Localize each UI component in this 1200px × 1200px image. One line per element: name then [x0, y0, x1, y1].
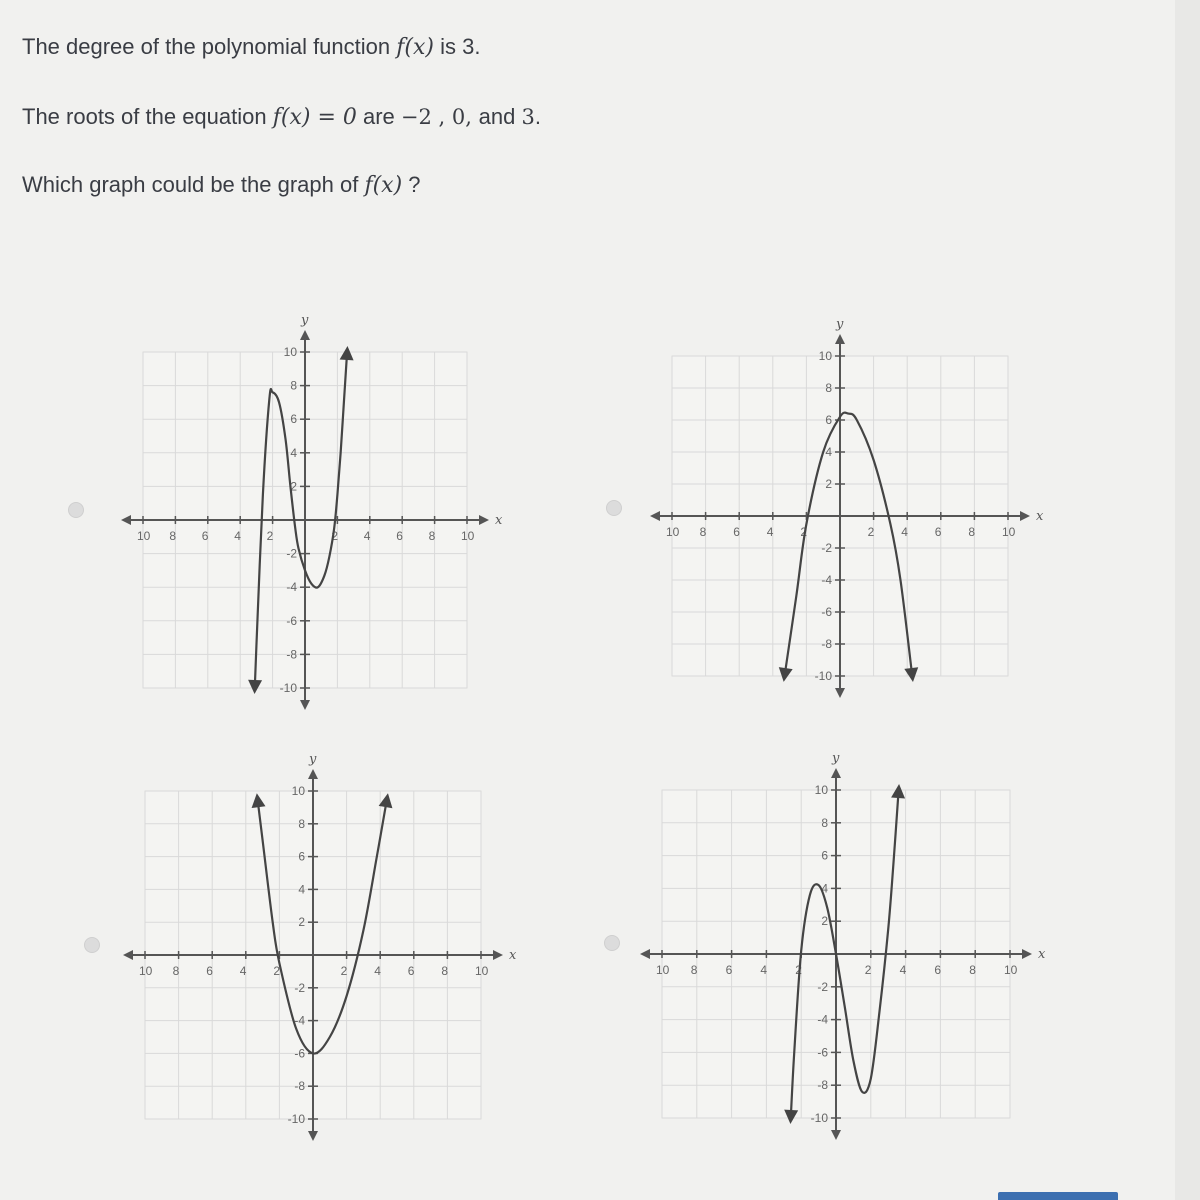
question-text: The roots of the equation — [22, 104, 273, 129]
question-text: are — [356, 104, 401, 129]
y-tick-label: -6 — [817, 1045, 828, 1060]
option-c-graph[interactable] — [115, 745, 535, 1155]
x-tick-label: 2 — [795, 963, 802, 977]
x-tick-label: 2 — [800, 525, 808, 539]
y-axis-arrow-up — [308, 769, 318, 779]
y-tick-label: 6 — [290, 412, 297, 427]
x-tick-label: 2 — [340, 964, 348, 978]
y-tick-label: 4 — [825, 445, 832, 459]
y-tick-label: -8 — [286, 647, 297, 662]
question-text: Which graph could be the graph of — [22, 172, 365, 197]
x-tick-label: 8 — [441, 964, 449, 978]
y-tick-label: 6 — [821, 848, 828, 863]
x-axis-label: x — [495, 513, 503, 528]
y-tick-label: -4 — [821, 573, 832, 587]
root-value: 3 — [521, 105, 535, 129]
y-tick-label: 2 — [298, 915, 305, 930]
x-axis-arrow-left — [650, 511, 660, 521]
x-axis-label: x — [1036, 509, 1044, 524]
y-tick-label: -6 — [294, 1046, 305, 1061]
x-tick-label: 6 — [725, 963, 733, 977]
x-axis-arrow-left — [121, 515, 131, 525]
y-axis-label: y — [836, 317, 844, 332]
x-tick-label: 2 — [273, 964, 281, 978]
y-tick-label: -6 — [286, 613, 297, 628]
x-tick-label: 6 — [396, 529, 403, 543]
y-tick-label: -4 — [286, 580, 297, 595]
y-axis-label: y — [309, 752, 317, 767]
y-tick-label: 2 — [290, 479, 297, 494]
x-tick-label: 8 — [428, 529, 436, 543]
question-text: ? — [402, 172, 421, 197]
function-notation: f(x) — [396, 35, 434, 60]
x-tick-label: 10 — [1004, 963, 1018, 977]
x-axis-arrow-right — [1022, 949, 1032, 959]
question-text: and — [478, 104, 522, 129]
x-axis-arrow-left — [123, 950, 133, 960]
function-notation: f(x) — [364, 173, 403, 198]
y-axis-arrow-down — [835, 688, 845, 698]
y-tick-label: 10 — [818, 349, 832, 363]
x-axis-label: x — [1038, 947, 1046, 962]
y-axis-label: y — [832, 751, 840, 766]
y-tick-label: 2 — [825, 477, 832, 491]
option-d-graph[interactable] — [640, 742, 1060, 1152]
x-tick-label: 6 — [201, 529, 209, 543]
x-tick-label: 4 — [760, 963, 768, 977]
x-tick-label: 8 — [968, 525, 976, 539]
question-line-prompt — [22, 172, 421, 198]
option-b-radio[interactable] — [606, 500, 622, 516]
option-a-radio[interactable] — [68, 502, 84, 518]
x-tick-label: 10 — [666, 525, 680, 539]
y-tick-label: 10 — [283, 345, 297, 359]
question-text: . — [534, 104, 541, 129]
x-tick-label: 6 — [407, 964, 415, 978]
x-axis-arrow-right — [493, 950, 503, 960]
y-tick-label: 2 — [821, 914, 828, 929]
x-tick-label: 4 — [363, 529, 371, 543]
question-text: The degree of the polynomial function — [22, 34, 397, 59]
x-tick-label: 10 — [1002, 525, 1016, 539]
y-tick-label: 4 — [821, 881, 828, 896]
y-tick-label: -2 — [821, 541, 832, 555]
option-a-graph[interactable] — [105, 300, 525, 730]
y-tick-label: 4 — [298, 882, 305, 897]
x-axis-arrow-left — [640, 949, 650, 959]
y-tick-label: -2 — [286, 546, 297, 561]
x-tick-label: 8 — [169, 529, 177, 543]
x-tick-label: 10 — [656, 963, 670, 977]
y-tick-label: -2 — [817, 979, 828, 994]
x-tick-label: 6 — [206, 964, 213, 978]
x-tick-label: 6 — [733, 525, 740, 539]
option-c-radio[interactable] — [84, 937, 100, 953]
y-tick-label: 8 — [290, 378, 297, 393]
y-tick-label: 4 — [290, 445, 297, 460]
y-tick-label: -8 — [821, 637, 832, 651]
y-tick-label: 8 — [298, 816, 305, 831]
y-tick-label: -4 — [817, 1012, 828, 1027]
x-tick-label: 6 — [934, 525, 942, 539]
roots-values: −2 , 0, — [400, 105, 479, 129]
x-tick-label: 8 — [969, 963, 976, 977]
y-axis-arrow-down — [308, 1131, 318, 1141]
x-axis-label: x — [509, 948, 517, 963]
question-line-degree — [22, 34, 480, 60]
equation-notation: f(x) = 0 — [272, 105, 357, 130]
y-axis-arrow-up — [831, 768, 841, 778]
x-tick-label: 8 — [690, 963, 698, 977]
x-tick-label: 2 — [331, 529, 339, 543]
y-tick-label: -10 — [814, 669, 832, 683]
y-axis-label: y — [301, 313, 309, 328]
next-button[interactable] — [998, 1192, 1118, 1200]
y-tick-label: -10 — [810, 1111, 828, 1125]
option-d-radio[interactable] — [604, 935, 620, 951]
x-tick-label: 10 — [461, 529, 475, 543]
x-axis-arrow-right — [479, 515, 489, 525]
y-tick-label: -6 — [821, 605, 832, 619]
y-axis-arrow-down — [831, 1130, 841, 1140]
x-tick-label: 4 — [901, 525, 908, 539]
y-tick-label: -10 — [279, 681, 297, 695]
x-tick-label: 10 — [139, 964, 153, 978]
y-tick-label: 6 — [298, 849, 305, 864]
y-tick-label: -8 — [817, 1078, 828, 1093]
x-tick-label: 4 — [234, 529, 241, 543]
question-text: is 3. — [433, 34, 481, 59]
y-axis-arrow-up — [300, 330, 310, 340]
y-tick-label: 6 — [825, 413, 832, 427]
y-tick-label: -2 — [294, 980, 305, 995]
y-tick-label: 10 — [814, 783, 828, 797]
x-tick-label: 4 — [374, 964, 381, 978]
x-tick-label: 10 — [475, 964, 489, 978]
x-tick-label: 2 — [266, 529, 274, 543]
x-tick-label: 2 — [867, 525, 875, 539]
y-tick-label: -10 — [287, 1112, 305, 1126]
x-tick-label: 4 — [766, 525, 774, 539]
y-tick-label: -4 — [294, 1013, 305, 1028]
option-b-graph[interactable] — [640, 296, 1060, 726]
x-tick-label: 10 — [137, 529, 151, 543]
question-line-roots — [22, 104, 541, 130]
x-tick-label: 4 — [899, 963, 907, 977]
y-axis-arrow-up — [835, 334, 845, 344]
y-tick-label: 8 — [821, 815, 828, 830]
y-tick-label: -8 — [294, 1079, 305, 1094]
y-tick-label: 10 — [291, 784, 305, 798]
x-tick-label: 8 — [699, 525, 707, 539]
x-tick-label: 4 — [239, 964, 247, 978]
x-tick-label: 2 — [864, 963, 872, 977]
x-tick-label: 8 — [172, 964, 180, 978]
x-tick-label: 6 — [934, 963, 942, 977]
x-axis-arrow-right — [1020, 511, 1030, 521]
y-tick-label: 8 — [825, 381, 832, 395]
y-axis-arrow-down — [300, 700, 310, 710]
